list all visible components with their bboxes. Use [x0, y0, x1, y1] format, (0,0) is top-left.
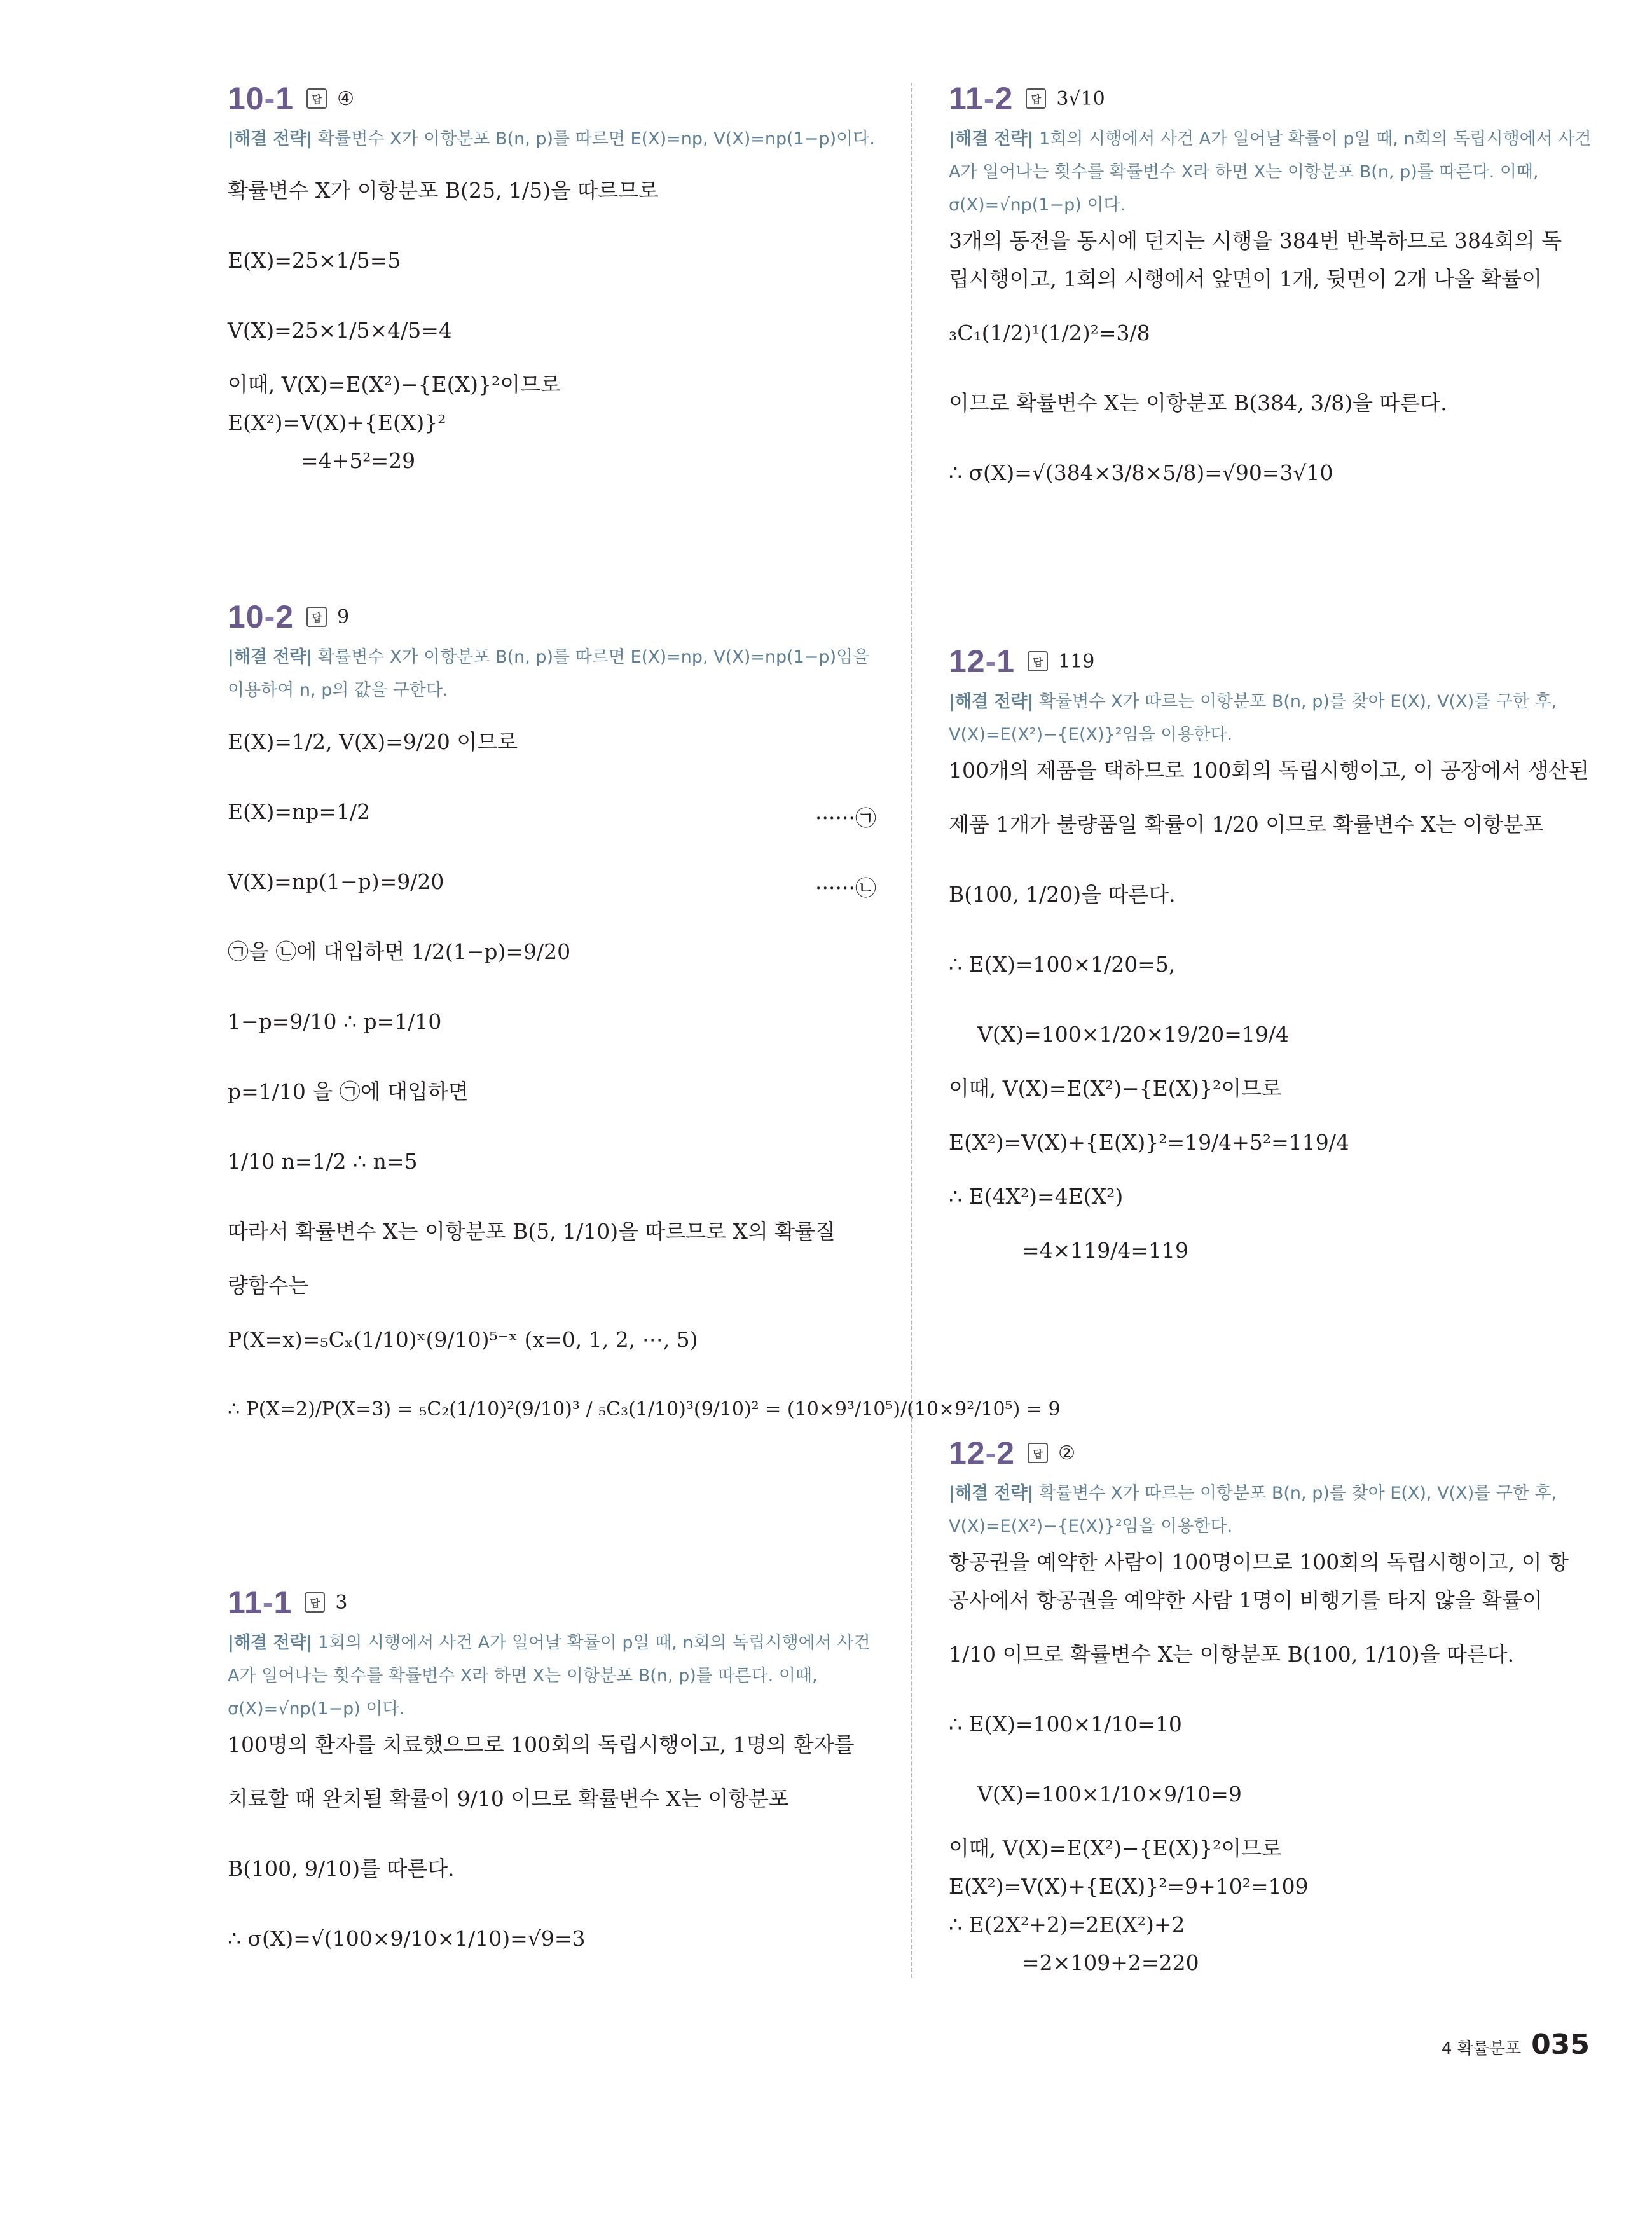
- solution-line: ㉠을 ㉡에 대입하면 1/2(1−p)=9/20: [228, 939, 571, 964]
- solution-line: V(X)=25×1/5×4/5=4: [228, 318, 452, 343]
- solution-line: 확률변수 X가 이항분포 B(25, 1/5)을 따르므로: [228, 178, 659, 203]
- solution-line: =2×109+2=220: [1022, 1950, 1199, 1975]
- problem-number: 11-1: [228, 1585, 293, 1620]
- answer-value: ④: [337, 87, 354, 110]
- solution-line: P(X=x)=₅Cₓ(1/10)ˣ(9/10)⁵⁻ˣ (x=0, 1, 2, ⋯, 5): [228, 1327, 698, 1352]
- answer-value: 3√10: [1056, 87, 1105, 110]
- solution-line: 이때, V(X)=E(X²)−{E(X)}²이므로: [949, 1076, 1282, 1101]
- problem-title: [228, 1583, 876, 1621]
- solution-line: V(X)=np(1−p)=9/20 ······㉡: [228, 847, 876, 917]
- solution-line: E(X²)=V(X)+{E(X)}²=19/4+5²=119/4: [949, 1130, 1349, 1155]
- problem-title: [949, 642, 1597, 680]
- solution: [228, 1726, 876, 1974]
- solution-line: =4×119/4=119: [1022, 1238, 1189, 1263]
- answer-value: 3: [335, 1591, 348, 1614]
- answer-badge: 답: [1028, 651, 1048, 671]
- solution-line: =4+5²=29: [301, 448, 416, 473]
- solution-line: 이때, V(X)=E(X²)−{E(X)}²이므로: [949, 1836, 1282, 1861]
- page-footer: [1442, 2028, 1590, 2061]
- solution-line: ∴ E(X)=100×1/20=5,: [949, 952, 1176, 977]
- solution: [949, 222, 1597, 508]
- problem-title: [228, 598, 876, 636]
- solution-line: B(100, 1/20)을 따른다.: [949, 882, 1176, 907]
- answer-badge: 답: [1026, 88, 1046, 109]
- solution: [949, 1543, 1597, 1982]
- solution-line: 1−p=9/10 ∴ p=1/10: [228, 1009, 442, 1034]
- solution-line: 1/10 이므로 확률변수 X는 이항분포 B(100, 1/10)을 따른다.: [949, 1642, 1515, 1667]
- solution: [949, 752, 1597, 1286]
- answer-badge: 답: [305, 1592, 325, 1613]
- solution-line: 립시행이고, 1회의 시행에서 앞면이 1개, 뒷면이 2개 나올 확률이: [949, 266, 1542, 291]
- problem-11-1: [228, 1583, 876, 1974]
- solution-line: 3개의 동전을 동시에 던지는 시행을 384번 반복하므로 384회의 독: [949, 228, 1562, 253]
- solution-line: 량함수는: [228, 1273, 309, 1298]
- strategy-text: |해결 전략| 1회의 시행에서 사건 A가 일어날 확률이 p일 때, n회의 독립시행에서 사건 A가 일어나는 횟수를 확률변수 X라 하면 X는 이항분포 B(n, p)를 따른다. 이때, σ(X)=√np(1−p) 이다.: [949, 129, 1592, 215]
- strategy-text: |해결 전략| 확률변수 X가 따르는 이항분포 B(n, p)를 찾아 E(X), V(X)를 구한 후, V(X)=E(X²)−{E(X)}²임을 이용한다.: [949, 692, 1557, 745]
- problem-12-2: [949, 1434, 1597, 1982]
- solution-line: V(X)=100×1/20×19/20=19/4: [977, 1022, 1289, 1047]
- problem-title: [949, 79, 1597, 118]
- solution-line: 100개의 제품을 택하므로 100회의 독립시행이고, 이 공장에서 생산된: [949, 758, 1589, 783]
- solution-line: V(X)=100×1/10×9/10=9: [977, 1782, 1242, 1807]
- solution-line: ∴ σ(X)=√(384×3/8×5/8)=√90=3√10: [949, 460, 1333, 485]
- column-divider: [911, 83, 912, 1978]
- solution-line: E(X²)=V(X)+{E(X)}²=9+10²=109: [949, 1874, 1309, 1899]
- problem-number: 12-2: [949, 1435, 1015, 1471]
- strategy-text: |해결 전략| 확률변수 X가 이항분포 B(n, p)를 따르면 E(X)=np, V(X)=np(1−p)임을 이용하여 n, p의 값을 구한다.: [228, 647, 870, 700]
- answer-badge: 답: [306, 88, 327, 109]
- solution-line: 1/10 n=1/2 ∴ n=5: [228, 1149, 418, 1174]
- problem-10-1: [228, 79, 876, 480]
- solution-line: 공사에서 항공권을 예약한 사람 1명이 비행기를 타지 않을 확률이: [949, 1588, 1543, 1613]
- strategy-text: |해결 전략| 1회의 시행에서 사건 A가 일어날 확률이 p일 때, n회의 독립시행에서 사건 A가 일어나는 횟수를 확률변수 X라 하면 X는 이항분포 B(n, p)를 따른다. 이때, σ(X)=√np(1−p) 이다.: [228, 1633, 871, 1719]
- strategy-text: |해결 전략| 확률변수 X가 이항분포 B(n, p)를 따르면 E(X)=np, V(X)=np(1−p)이다.: [228, 129, 875, 149]
- solution-line: 제품 1개가 불량품일 확률이 1/20 이므로 확률변수 X는 이항분포: [949, 812, 1544, 837]
- solution-line: E(X²)=V(X)+{E(X)}²: [228, 410, 446, 435]
- chapter-label: 4 확률분포: [1441, 2039, 1522, 2058]
- answer-value: ②: [1058, 1442, 1075, 1464]
- problem-number: 10-1: [228, 81, 294, 116]
- solution-line: ∴ E(4X²)=4E(X²): [949, 1184, 1124, 1209]
- answer-badge: 답: [306, 607, 327, 627]
- problem-12-1: [949, 642, 1597, 1286]
- problem-title: [228, 79, 876, 118]
- problem-number: 10-2: [228, 599, 294, 635]
- equation-mark-1: ······㉠: [815, 806, 876, 830]
- problem-title: [949, 1434, 1597, 1472]
- solution-line: E(X)=25×1/5=5: [228, 248, 401, 273]
- strategy-text: |해결 전략| 확률변수 X가 따르는 이항분포 B(n, p)를 찾아 E(X), V(X)를 구한 후, V(X)=E(X²)−{E(X)}²임을 이용한다.: [949, 1483, 1557, 1536]
- solution-line: 항공권을 예약한 사람이 100명이므로 100회의 독립시행이고, 이 항: [949, 1550, 1569, 1574]
- solution-line: ∴ E(2X²+2)=2E(X²)+2: [949, 1912, 1185, 1937]
- solution-line: E(X)=np=1/2 ······㉠: [228, 777, 876, 847]
- solution-line: p=1/10 을 ㉠에 대입하면: [228, 1079, 469, 1104]
- solution-line: ∴ P(X=2)/P(X=3) = ₅C₂(1/10)²(9/10)³ / ₅C₃(1/10)³(9/10)² = (10×9³/10⁵)/(10×9²/10⁵) = 9: [228, 1398, 1061, 1421]
- solution-line: 이므로 확률변수 X는 이항분포 B(384, 3/8)을 따른다.: [949, 390, 1447, 415]
- solution-line: ∴ σ(X)=√(100×9/10×1/10)=√9=3: [228, 1926, 586, 1951]
- answer-value: 9: [337, 605, 350, 628]
- solution-line: 이때, V(X)=E(X²)−{E(X)}²이므로: [228, 372, 561, 397]
- answer-badge: 답: [1028, 1443, 1048, 1463]
- equation-mark-2: ······㉡: [815, 876, 876, 900]
- solution-line: 100명의 환자를 치료했으므로 100회의 독립시행이고, 1명의 환자를: [228, 1732, 855, 1757]
- answer-value: 119: [1058, 650, 1095, 673]
- solution-line: ₃C₁(1/2)¹(1/2)²=3/8: [949, 320, 1150, 345]
- solution-line: B(100, 9/10)를 따른다.: [228, 1856, 455, 1881]
- solution-line: 치료할 때 완치될 확률이 9/10 이므로 확률변수 X는 이항분포: [228, 1786, 789, 1811]
- problem-number: 11-2: [949, 81, 1014, 116]
- problem-number: 12-1: [949, 644, 1015, 679]
- solution-line: E(X)=1/2, V(X)=9/20 이므로: [228, 729, 518, 754]
- solution-line: ∴ E(X)=100×1/10=10: [949, 1712, 1182, 1737]
- solution-line: 따라서 확률변수 X는 이항분포 B(5, 1/10)을 따르므로 X의 확률질: [228, 1219, 836, 1244]
- problem-11-2: [949, 79, 1597, 508]
- solution: [228, 156, 876, 480]
- page-number: 035: [1531, 2028, 1590, 2061]
